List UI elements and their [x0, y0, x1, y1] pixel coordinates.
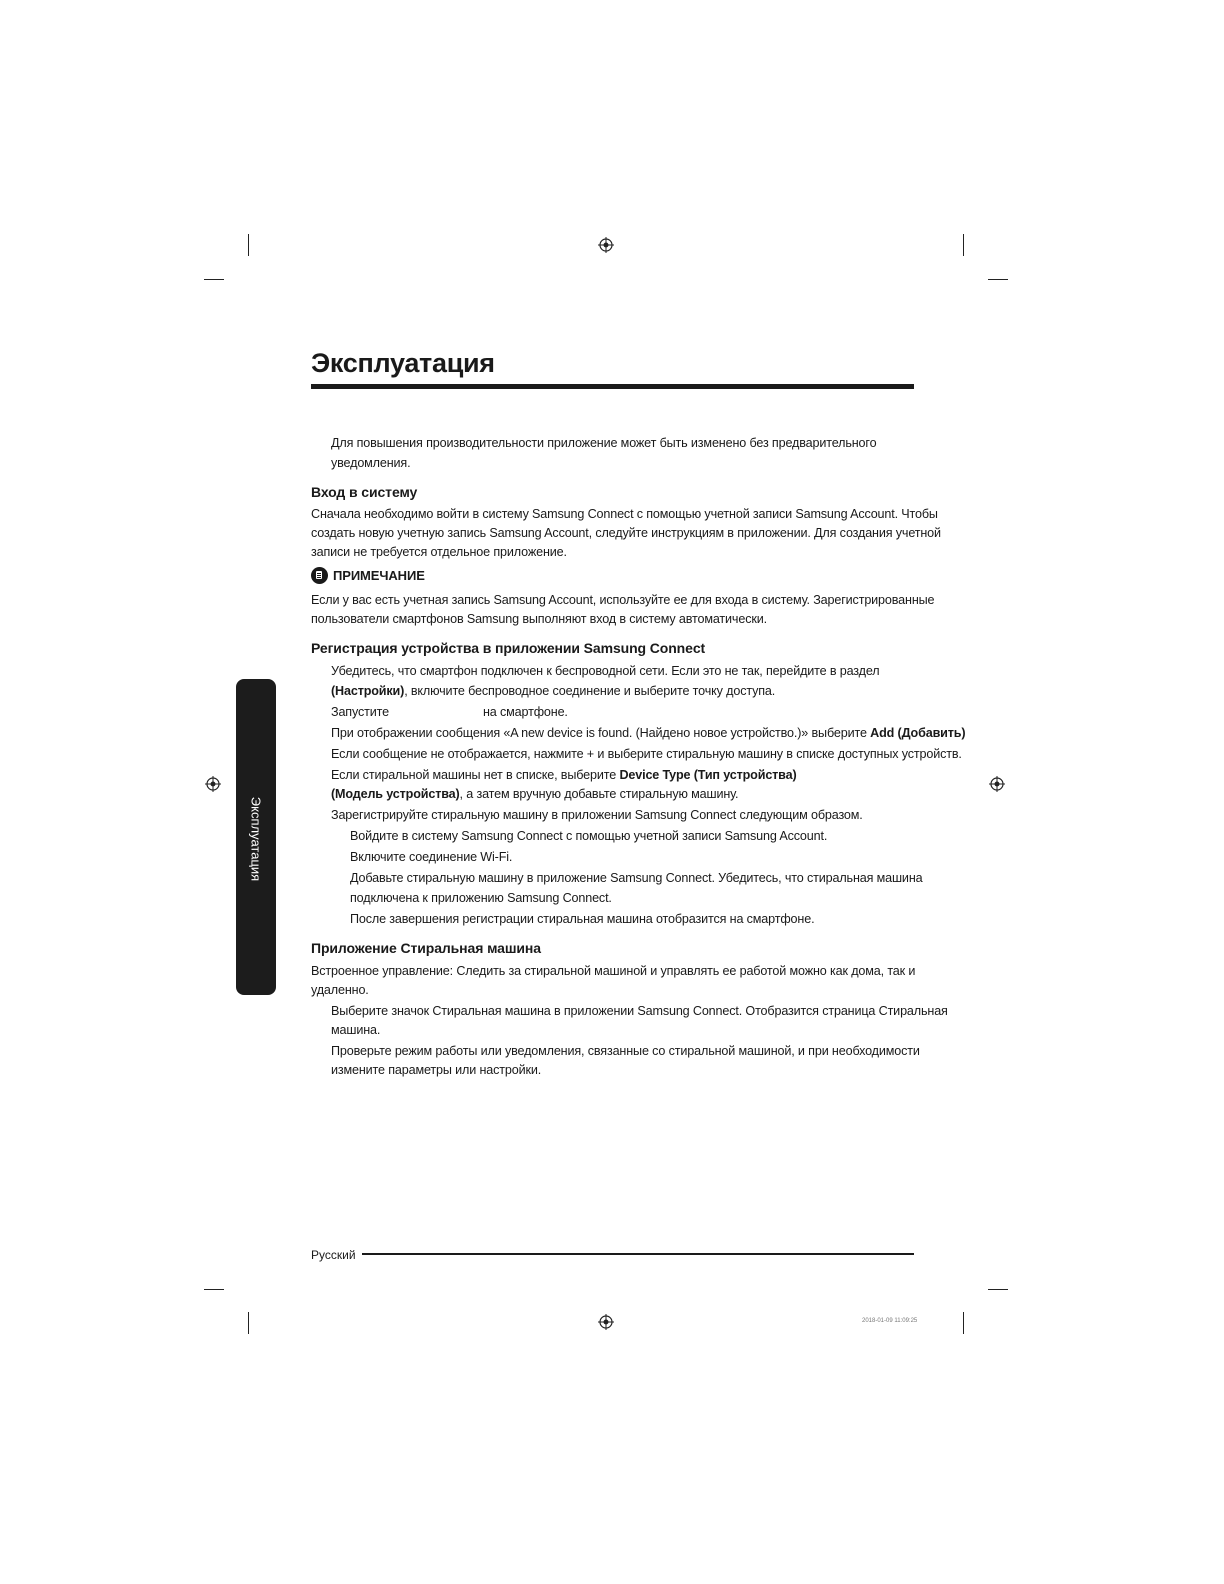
section-heading-login: Вход в систему — [311, 484, 418, 500]
app-step: машина. — [331, 1023, 381, 1037]
note-text: Если у вас есть учетная запись Samsung Account, используйте ее для входа в систему. Зарегистрированные — [311, 593, 935, 607]
crop-mark — [988, 279, 1008, 280]
crop-mark — [204, 279, 224, 280]
registration-substep: После завершения регистрации стиральная машина отобразится на смартфоне. — [350, 912, 815, 926]
registration-step: Запустите — [331, 705, 389, 719]
app-step: Проверьте режим работы или уведомления, связанные со стиральной машиной, и при необходимости — [331, 1044, 920, 1058]
print-stamp: 2018-01-09 11:09:25 — [862, 1318, 918, 1324]
registration-mark-icon — [598, 1314, 614, 1330]
registration-substep: Добавьте стиральную машину в приложение Samsung Connect. Убедитесь, что стиральная машина — [350, 871, 923, 885]
registration-mark-icon — [205, 776, 221, 792]
crop-mark — [248, 1312, 249, 1334]
registration-substep: Войдите в систему Samsung Connect с помощью учетной записи Samsung Account. — [350, 829, 828, 843]
registration-substep: подключена к приложению Samsung Connect. — [350, 891, 612, 905]
login-text: создать новую учетную запись Samsung Account, следуйте инструкциям в приложении. Для создания учетной — [311, 526, 941, 540]
section-heading-registration: Регистрация устройства в приложении Samsung Connect — [311, 640, 706, 656]
registration-step: на смартфоне. — [483, 705, 568, 719]
crop-mark — [988, 1289, 1008, 1290]
crop-mark — [204, 1289, 224, 1290]
footer-rule — [362, 1253, 914, 1255]
crop-mark — [963, 234, 964, 256]
registration-mark-icon — [989, 776, 1005, 792]
registration-substep: Включите соединение Wi-Fi. — [350, 850, 513, 864]
registration-mark-icon — [598, 237, 614, 253]
login-text: Сначала необходимо войти в систему Samsung Connect с помощью учетной записи Samsung Account. Чтобы — [311, 507, 938, 521]
registration-substep — [331, 765, 797, 785]
app-step: измените параметры или настройки. — [331, 1063, 542, 1077]
note-icon — [311, 567, 328, 584]
intro-text: уведомления. — [331, 456, 411, 470]
registration-step — [331, 723, 965, 743]
crop-mark — [963, 1312, 964, 1334]
device-model-label: (Модель устройства) — [331, 787, 460, 801]
registration-substep: Если сообщение не отображается, нажмите + и выберите стиральную машину в списке доступных устройств. — [331, 747, 962, 761]
app-step: Выберите значок Стиральная машина в приложении Samsung Connect. Отобразится страница Стиральная — [331, 1004, 948, 1018]
title-rule — [311, 384, 914, 389]
crop-mark — [248, 234, 249, 256]
registration-step-text: , включите беспроводное соединение и выберите точку доступа. — [404, 684, 776, 698]
section-heading-app: Приложение Стиральная машина — [311, 940, 541, 956]
registration-step: Зарегистрируйте стиральную машину в приложении Samsung Connect следующим образом. — [331, 808, 863, 822]
app-text: удаленно. — [311, 983, 369, 997]
note-text: пользователи смартфонов Samsung выполняют вход в систему автоматически. — [311, 612, 767, 626]
app-text: Встроенное управление: Следить за стиральной машиной и управлять ее работой можно как дома, так и — [311, 964, 916, 978]
settings-label: (Настройки) — [331, 684, 405, 698]
side-section-tab — [236, 679, 276, 995]
login-text: записи не требуется отдельное приложение. — [311, 545, 567, 559]
device-type-label: Device Type (Тип устройства) — [619, 768, 797, 782]
intro-text: Для повышения производительности приложение может быть изменено без предварительного — [331, 436, 877, 450]
footer-language: Русский — [311, 1248, 356, 1262]
registration-step — [331, 681, 775, 701]
registration-step-text: При отображении сообщения «A new device is found. (Найдено новое устройство.)» выберите — [331, 726, 871, 740]
note-label: ПРИМЕЧАНИЕ — [333, 568, 425, 583]
registration-step-text: Если стиральной машины нет в списке, выберите — [331, 768, 620, 782]
add-label: Add (Добавить) — [870, 726, 966, 740]
page-title: Эксплуатация — [311, 348, 495, 378]
registration-step-text: , а затем вручную добавьте стиральную машину. — [459, 787, 739, 801]
side-tab-label: Эксплуатация — [248, 796, 264, 882]
registration-substep — [331, 784, 738, 804]
registration-step: Убедитесь, что смартфон подключен к беспроводной сети. Если это не так, перейдите в раздел — [331, 664, 880, 678]
